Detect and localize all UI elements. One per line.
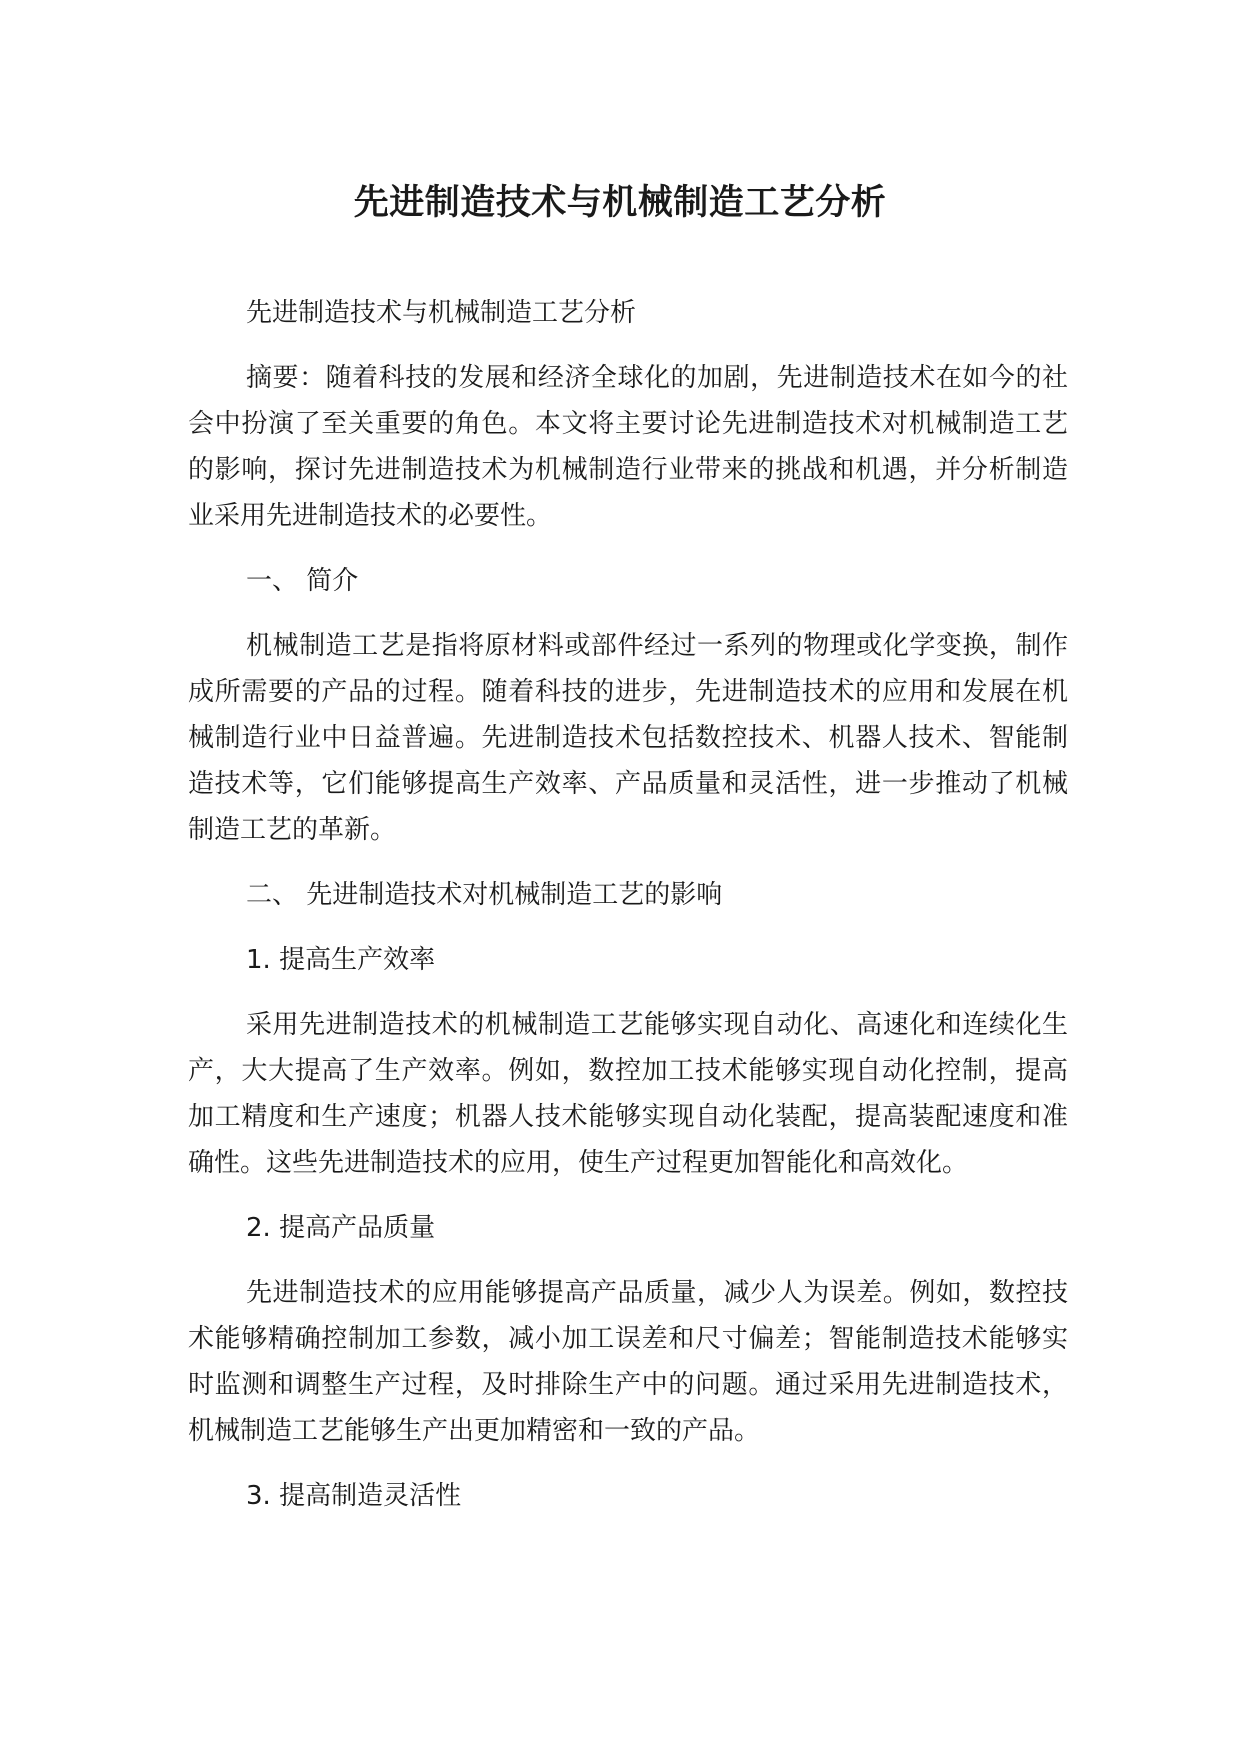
subsection-2-heading: 2. 提高产品质量 [246,1213,436,1243]
document-body [188,290,1068,1538]
section-2-heading: 二、 先进制造技术对机械制造工艺的影响 [246,880,723,910]
subsection-1-heading: 1. 提高生产效率 [246,945,436,975]
section-1-heading: 一、 简介 [246,566,359,596]
subsection-2-paragraph: 先进制造技术的应用能够提高产品质量，减少人为误差。例如，数控技术能够精确控制加工参数，减小加工误差和尺寸偏差；智能制造技术能够实时监测和调整生产过程，及时排除生产中的问题。通过采用先进制造技术，机械制造工艺能够生产出更加精密和一致的产品。 [188,1278,1068,1446]
subsection-3-heading: 3. 提高制造灵活性 [246,1481,462,1511]
section-1-paragraph: 机械制造工艺是指将原材料或部件经过一系列的物理或化学变换，制作成所需要的产品的过程。随着科技的进步，先进制造技术的应用和发展在机械制造行业中日益普遍。先进制造技术包括数控技术、机器人技术、智能制造技术等，它们能够提高生产效率、产品质量和灵活性，进一步推动了机械制造工艺的革新。 [188,631,1068,845]
document-subtitle: 先进制造技术与机械制造工艺分析 [246,298,637,328]
abstract-paragraph: 摘要：随着科技的发展和经济全球化的加剧，先进制造技术在如今的社会中扮演了至关重要的角色。本文将主要讨论先进制造技术对机械制造工艺的影响，探讨先进制造技术为机械制造行业带来的挑战和机遇，并分析制造业采用先进制造技术的必要性。 [188,363,1068,531]
subsection-1-paragraph: 采用先进制造技术的机械制造工艺能够实现自动化、高速化和连续化生产，大大提高了生产效率。例如，数控加工技术能够实现自动化控制，提高加工精度和生产速度；机器人技术能够实现自动化装配，提高装配速度和准确性。这些先进制造技术的应用，使生产过程更加智能化和高效化。 [188,1010,1068,1178]
document-title: 先进制造技术与机械制造工艺分析 [353,183,887,223]
